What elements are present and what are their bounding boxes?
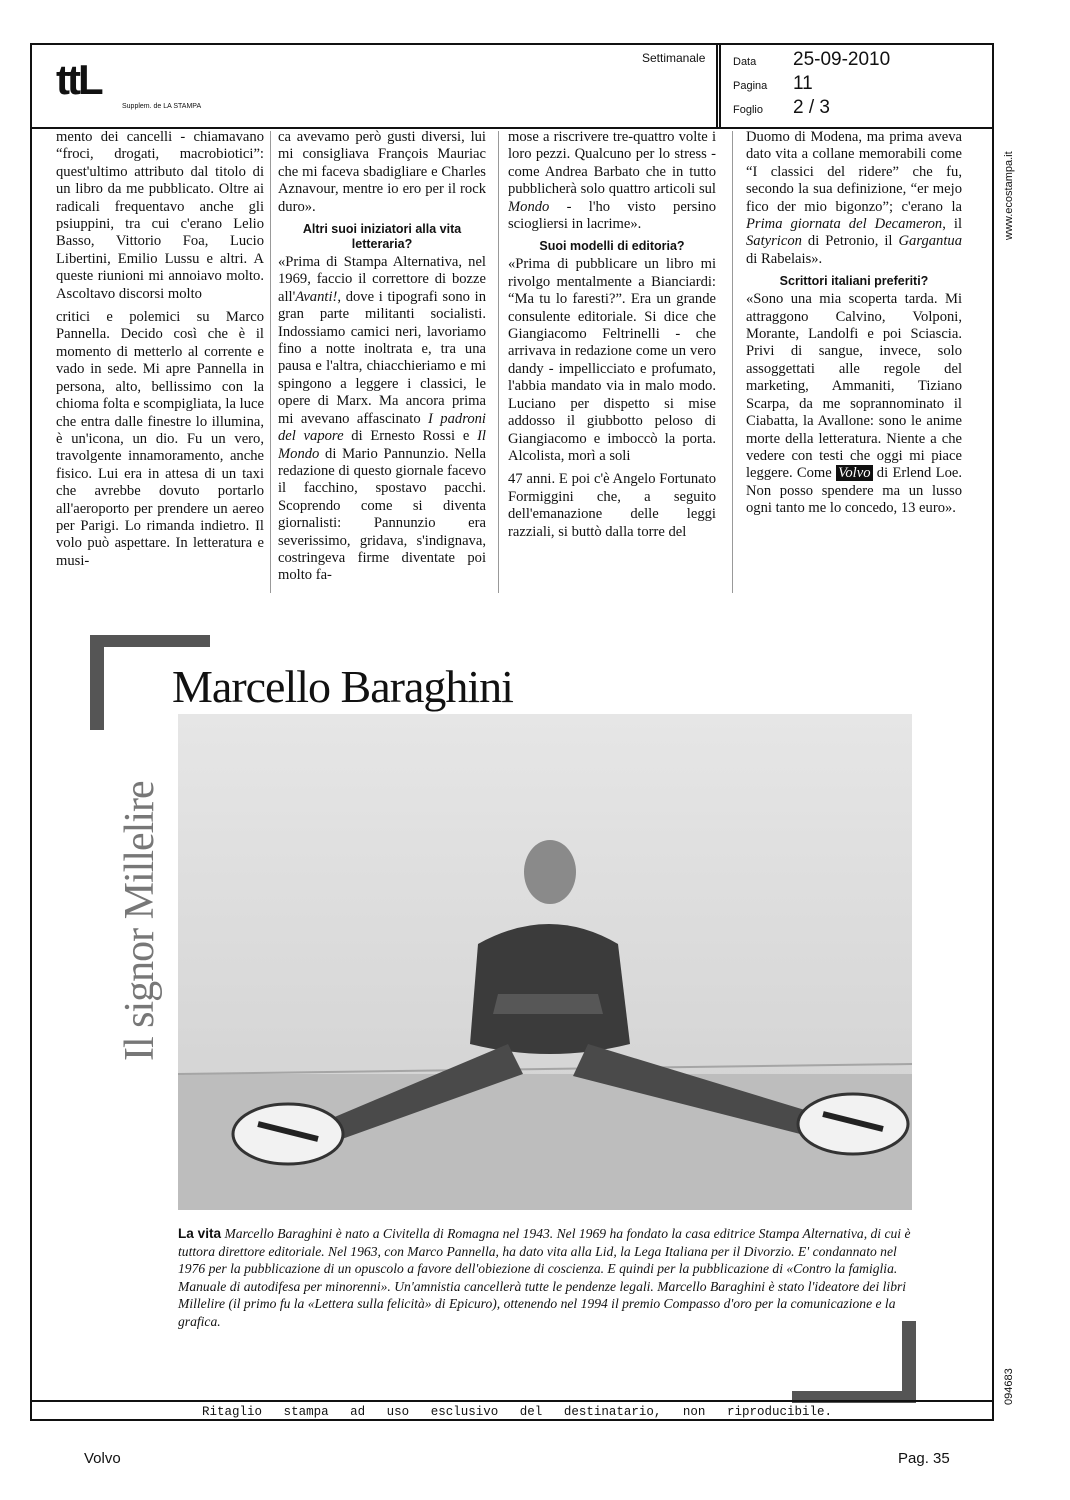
page-value: 11 xyxy=(793,73,813,94)
sheet-row xyxy=(733,97,830,119)
paragraph: critici e polemici su Marco Pannella. Decido così che è il momento di metterlo al corrente e vado in sede. Mi apre Pannella in persona, alto, bellissimo con la chioma folta e scompigliata, la luce che entra dalle finestre lo illumina, è un'icona, un dio. Fu un vero, travolgente innamoramento, anche fisico. Lui era in attesa di un taxi che avrebbe dovuto portarlo all'aeroporto per prendere un aereo per Parigi. Lo rimanda indietro. Il volo può aspettare. In letteratura e musi- xyxy=(56,309,264,569)
footer-keyword: Volvo xyxy=(84,1450,121,1467)
portrait-photo xyxy=(178,714,912,1210)
page-row xyxy=(733,73,813,95)
article-column-4 xyxy=(746,129,962,599)
highlighted-keyword: Volvo xyxy=(838,465,871,482)
column-divider xyxy=(498,131,499,593)
paragraph: Duomo di Modena, ma prima aveva dato vita a collane memorabili come “I classici del ridere” che fu, secondo la sua definizione, “er mejo fico der mio bigonzo”; c'erano la Prima giornata del Decameron, il Satyricon di Petronio, il Gargantua di Rabelais». xyxy=(746,129,962,267)
paragraph: mose a riscrivere tre-quattro volte i loro pezzi. Qualcuno per lo stress - come Andrea Barbato che in tutto pubblicherà solo quattro articoli sul Mondo - l'ho visto persino sciogliersi in lacrime». xyxy=(508,129,716,233)
paragraph: ca avevamo però gusti diversi, lui mi consigliava François Mauriac che mi faceva sbadigliare e Charles Aznavour, mentre io ero per il rock duro». xyxy=(278,129,486,215)
feature-name-title: Marcello Baraghini xyxy=(172,661,513,712)
article-column-1 xyxy=(56,129,264,599)
column-divider xyxy=(270,131,271,593)
caption-label: La vita xyxy=(178,1226,222,1241)
date-row xyxy=(733,49,890,71)
corner-bracket xyxy=(90,635,210,647)
notice-rule xyxy=(32,1400,992,1402)
reproduction-notice: Ritaglio stampa ad uso esclusivo del destinatario, non riproducibile. xyxy=(202,1405,832,1419)
interview-question: Altri suoi iniziatori alla vita letteraria? xyxy=(302,222,462,252)
frequency-label: Settimanale xyxy=(642,51,706,65)
date-value: 25-09-2010 xyxy=(793,49,891,70)
paragraph: «Prima di pubblicare un libro mi rivolgo mentalmente a Bianciardi: “Ma tu lo faresti?”. Era un grande consulente editoriale. Si dice che Giangiacomo Feltrinelli - che arrivava in redazione come un vero dandy - impellicciato e profumato, l'abbia mandato via in malo modo. Luciano per dispetto si mise addosso il giubbotto peloso di Giangiacomo e imboccò la porta. Alcolista, morì a soli xyxy=(508,256,716,464)
supplement-label: Supplem. de LA STAMPA xyxy=(122,103,202,110)
interview-question: Suoi modelli di editoria? xyxy=(539,239,685,254)
column-divider xyxy=(732,131,733,593)
clipping-frame xyxy=(30,43,994,1421)
caption-text: Marcello Baraghini è nato a Civitella di Romagna nel 1943. Nel 1969 ha fondato la casa editrice Stampa Alternativa, di cui è tuttora direttore editoriale. Nel 1963, con Marco Pannella, ha dato vita alla Lid, la Lega Italiana per il Divorzio. E' condannato nel 1976 per la pubblicazione di un opuscolo a favore dell'obiezione di coscienza. E quindi per la pubblicazione di «Contro la famiglia. Manuale di autodifesa per minorenni». Un'amnistia cancellerà tutte le pendenze legali. Marcello Baraghini è stato l'ideatore dei libri Millelire (il primo fu la «Lettera sulla felicità» di Epicuro), ottenendo nel 1994 il premio Compasso d'oro per la comunicazione e la grafica. xyxy=(178,1226,911,1329)
footer-page-number: Pag. 35 xyxy=(898,1450,950,1467)
paragraph: «Prima di Stampa Alternativa, nel 1969, faccio il correttore di bozze all'Avanti!, dove i tipografi sono in gran parte militanti socialisti. Indossiamo camici neri, lavoriamo fino a notte inoltrata e, tra una pausa e l'altra, chiacchieriamo e mi spingono a leggere i classici, le opere di Marx. Ma ancora prima mi avevano affascinato I padroni del vapore di Ernesto Rossi e Il Mondo di Mario Pannunzio. Nella redazione di questo giornale facevo il facchino, spostavo pacchi. Scoprendo come si diventa giornalisti: Pannunzio era severissimo, gridava, s'indignava, costringeva firme diventate poi molto fa- xyxy=(278,254,486,584)
portrait-illustration xyxy=(178,714,912,1210)
interview-question: Scrittori italiani preferiti? xyxy=(779,274,929,289)
paragraph: mento dei cancelli - chiamavano “froci, drogati, macrobiotici”: quest'ultimo attributo dal titolo di un libro da me pubblicato. Oltre ai radicali frequentavo anche gli psiuppini, tra cui c'erano Lelio Basso, Vittorio Foa, Lucio Libertini, Emilio Lussu e altri. A queste riunioni mi annoiavo molto. Ascoltavo discorsi molto xyxy=(56,129,264,302)
article-column-2 xyxy=(278,129,486,599)
photo-caption xyxy=(178,1225,916,1331)
page-label: Pagina xyxy=(733,80,768,92)
article-column-3 xyxy=(508,129,716,599)
date-label: Data xyxy=(733,56,757,68)
sheet-value: 2 / 3 xyxy=(793,97,830,118)
paragraph: «Sono una mia scoperta tarda. Mi attraggono Calvino, Volponi, Morante, Landolfi e poi Sciascia. Privi di sangue, invece, solo assoggettati alle regole del marketing, Ammaniti, Tiziano Scarpa, da me soprannominato il Ciabatta, la Avallone: sono le anime morte della letteratura. Niente a che vedere con testi che oggi mi piace leggere. Come Volvo di Erlend Loe. Non posso spendere ma un lusso ogni tanto me lo concedo, 13 euro». xyxy=(746,291,962,517)
side-code: 094683 xyxy=(1003,1368,1015,1405)
sheet-label: Foglio xyxy=(733,104,763,116)
publication-logo: ttL xyxy=(56,56,101,103)
feature-side-title: Il signor Millelire xyxy=(117,781,163,1061)
paragraph: 47 anni. E poi c'è Angelo Fortunato Formiggini che, a seguito dell'emanazione delle leggi razziali, si buttò dalla torre del xyxy=(508,471,716,540)
corner-bracket xyxy=(90,635,104,730)
side-url: www.ecostampa.it xyxy=(1003,151,1015,240)
clipping-header xyxy=(32,45,992,129)
meta-box xyxy=(716,45,992,127)
